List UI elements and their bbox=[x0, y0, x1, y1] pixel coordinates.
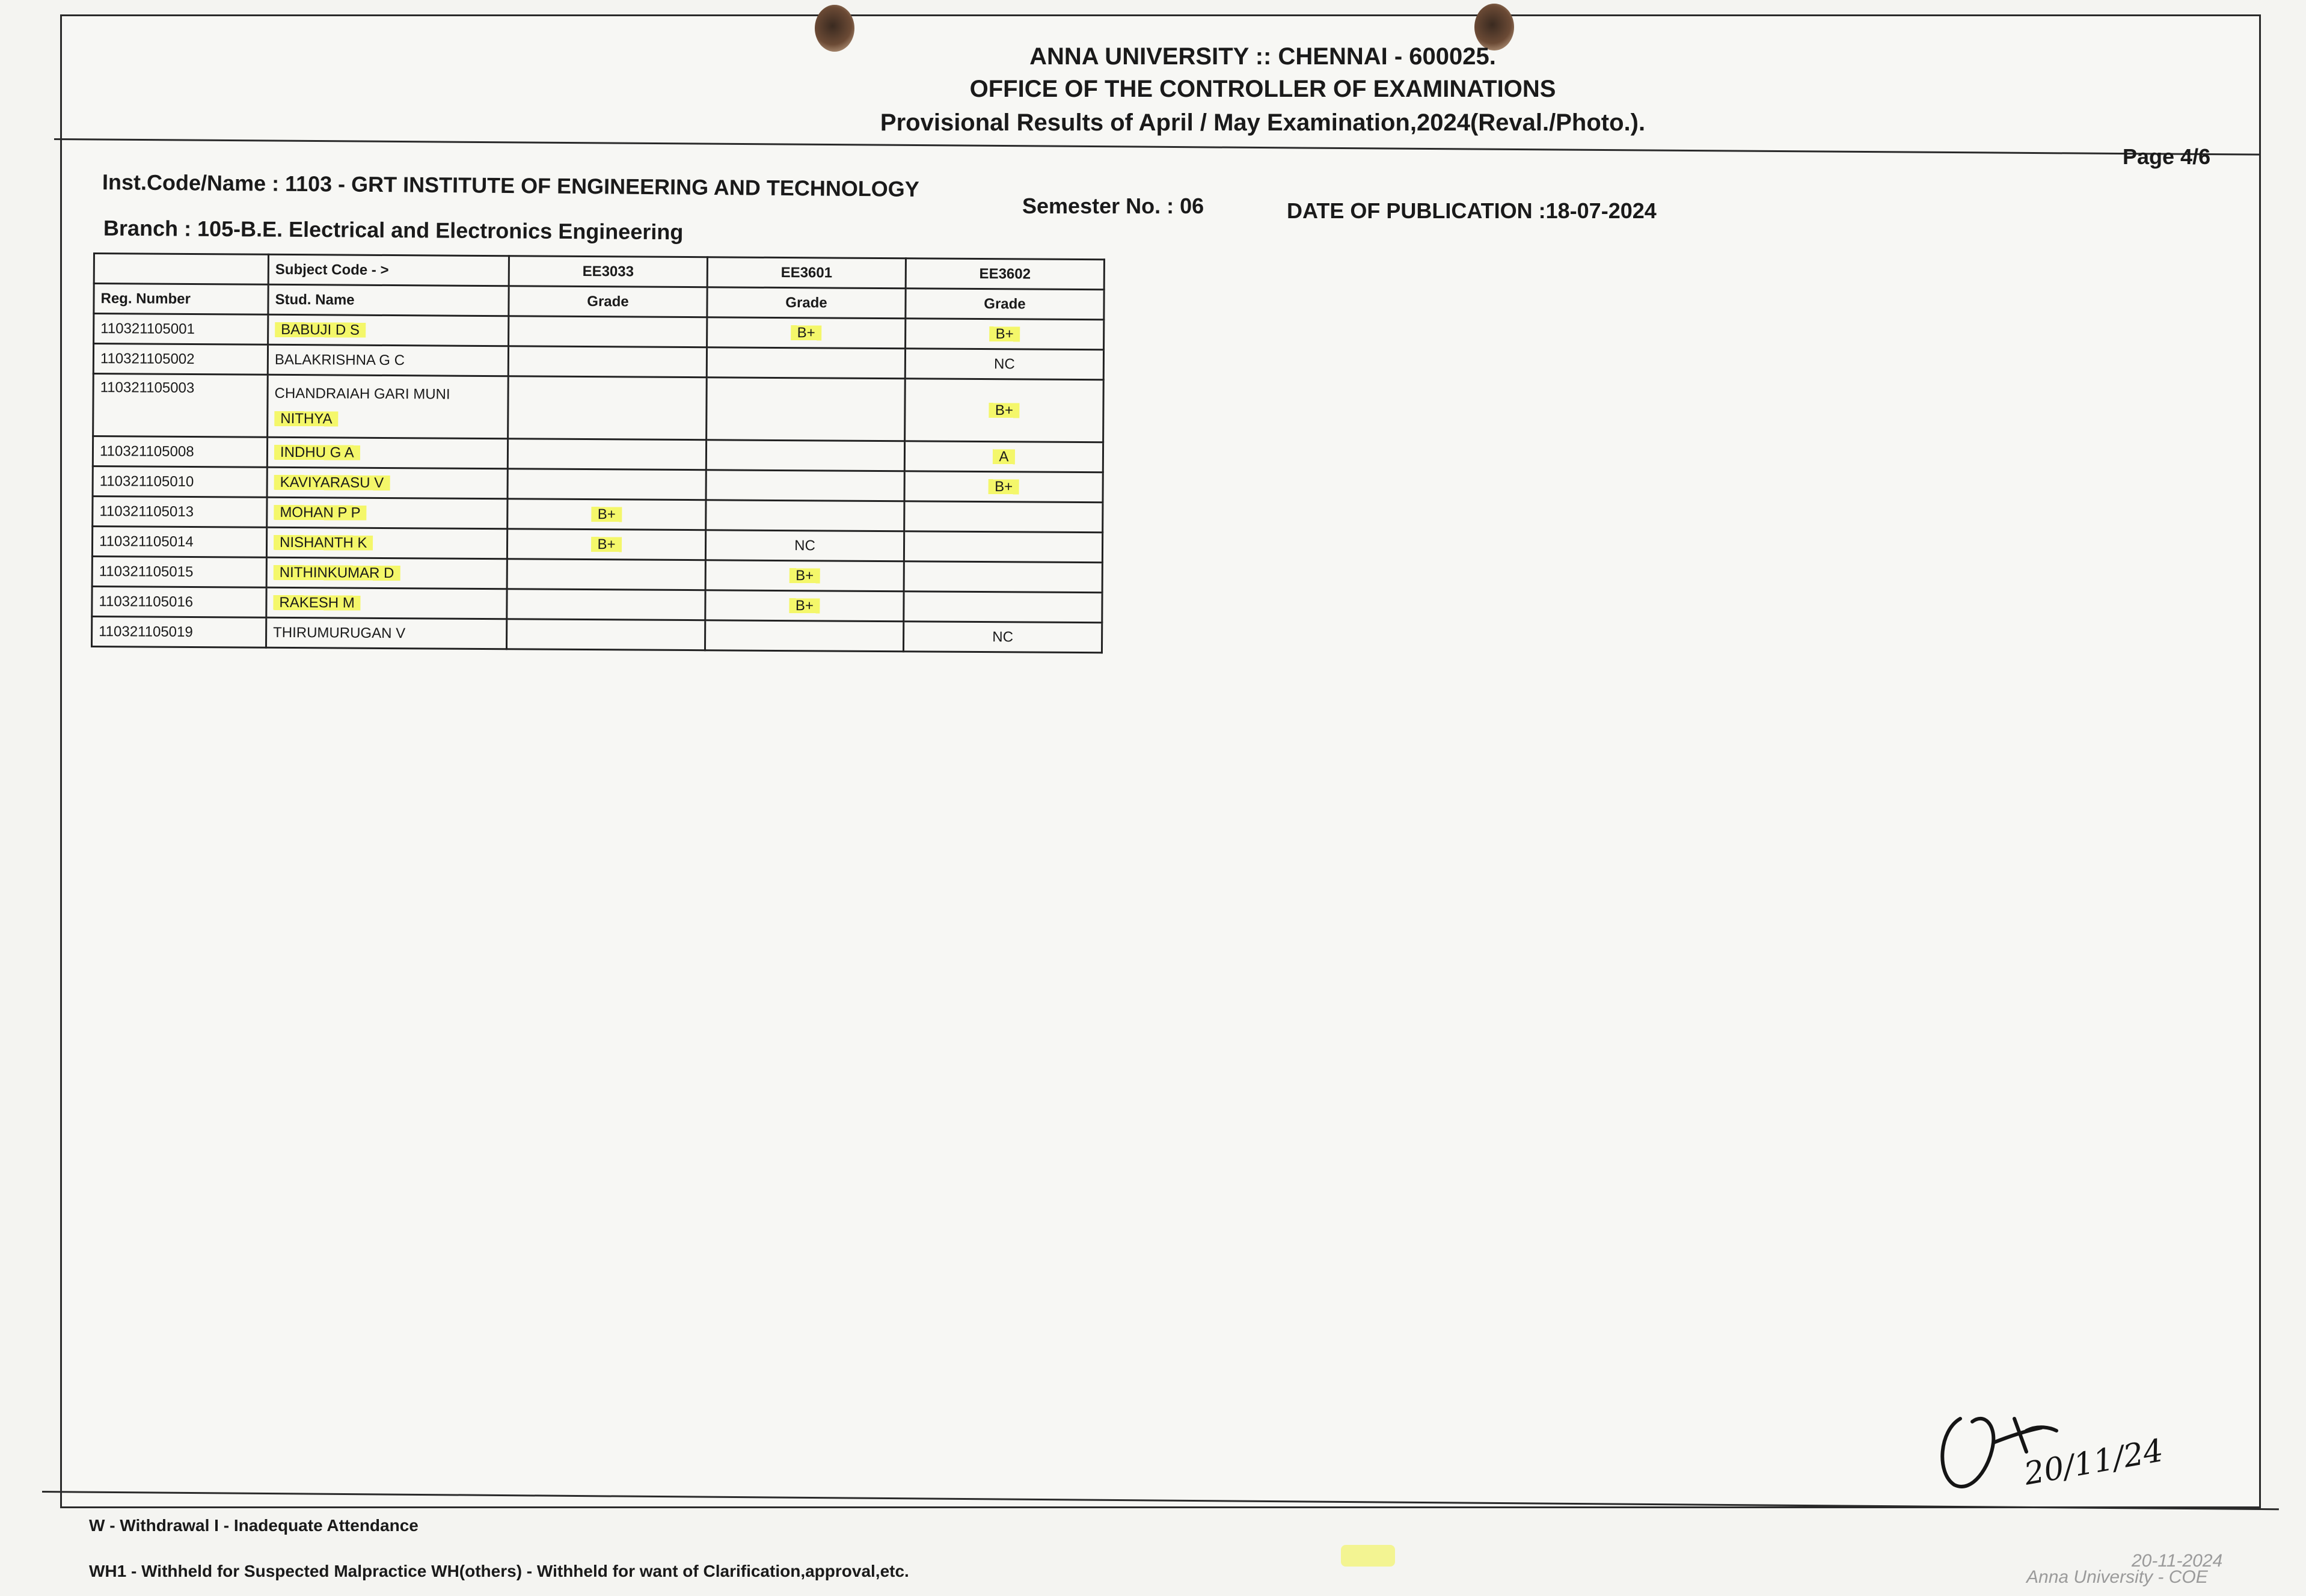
student-name bbox=[266, 557, 507, 589]
student-name bbox=[266, 527, 507, 558]
student-name: THIRUMURUGAN V bbox=[266, 617, 506, 649]
publication-date: DATE OF PUBLICATION :18-07-2024 bbox=[1287, 198, 1657, 223]
branch-name: Branch : 105-B.E. Electrical and Electronics Engineering bbox=[103, 215, 684, 245]
legend-line-1: W - Withdrawal I - Inadequate Attendance bbox=[89, 1516, 419, 1535]
grade-cell bbox=[904, 592, 1102, 623]
grade-cell bbox=[904, 441, 1103, 472]
student-name bbox=[267, 497, 508, 528]
student-name bbox=[268, 314, 509, 346]
grade-cell bbox=[705, 590, 904, 622]
student-name-line2: NITHYA bbox=[274, 409, 338, 428]
grade-cell bbox=[904, 501, 1103, 533]
subject-code-label: Subject Code - > bbox=[268, 254, 509, 286]
reg-number: 110321105001 bbox=[94, 314, 268, 345]
grade-cell bbox=[507, 559, 705, 590]
subject-code: EE3601 bbox=[707, 257, 906, 289]
grade-cell bbox=[508, 346, 707, 378]
grade-text: B+ bbox=[790, 566, 820, 585]
reg-number: 110321105003 bbox=[93, 374, 268, 438]
grade-text: B+ bbox=[989, 477, 1019, 496]
grade-cell bbox=[706, 500, 904, 531]
grade-cell bbox=[904, 531, 1102, 563]
student-name-line1: CHANDRAIAH GARI MUNI bbox=[274, 385, 450, 403]
grade-cell bbox=[508, 469, 706, 500]
grade-cell bbox=[706, 440, 904, 471]
grade-cell: NC bbox=[903, 622, 1102, 653]
student-name-text: NITHINKUMAR D bbox=[274, 563, 400, 582]
grade-cell bbox=[508, 439, 706, 470]
grade-cell bbox=[705, 620, 903, 652]
grade-header: Grade bbox=[509, 286, 707, 317]
results-title: Provisional Results of April / May Examination,2024(Reval./Photo.). bbox=[880, 109, 1646, 136]
grade-cell bbox=[507, 529, 705, 560]
grade-cell bbox=[508, 376, 707, 440]
reg-number: 110321105019 bbox=[91, 616, 266, 647]
grade-cell bbox=[506, 619, 705, 650]
grade-cell bbox=[705, 560, 904, 592]
reg-number: 110321105015 bbox=[92, 556, 266, 587]
student-name bbox=[267, 437, 508, 468]
grade-text: A bbox=[993, 447, 1014, 466]
highlighter-smudge bbox=[1341, 1545, 1395, 1567]
semester-number: Semester No. : 06 bbox=[1022, 194, 1204, 218]
student-name-text: NISHANTH K bbox=[274, 533, 373, 552]
legend-line-2: WH1 - Withheld for Suspected Malpractice WH(others) - Withheld for want of Clarification,approval,etc. bbox=[89, 1562, 909, 1580]
grade-cell: NC bbox=[705, 530, 904, 561]
stamp-date: 20-11-2024 bbox=[2132, 1551, 2223, 1571]
grade-cell bbox=[507, 589, 705, 620]
student-name bbox=[268, 375, 509, 438]
grade-cell bbox=[906, 319, 1104, 350]
reg-number: 110321105010 bbox=[93, 466, 267, 498]
grade-text: B+ bbox=[790, 596, 820, 615]
student-name bbox=[267, 467, 508, 498]
page-number: Page 4/6 bbox=[2123, 144, 2211, 169]
office-title: OFFICE OF THE CONTROLLER OF EXAMINATIONS bbox=[969, 76, 1556, 102]
grade-header: Grade bbox=[707, 287, 906, 319]
reg-number: 110321105013 bbox=[93, 497, 267, 528]
grade-text: B+ bbox=[592, 505, 622, 524]
grade-cell bbox=[707, 347, 905, 379]
grade-cell bbox=[706, 470, 904, 501]
handwritten-signature bbox=[1936, 1395, 2165, 1518]
university-title: ANNA UNIVERSITY :: CHENNAI - 600025. bbox=[1029, 43, 1496, 70]
grade-text: B+ bbox=[791, 323, 821, 342]
student-name: BALAKRISHNA G C bbox=[268, 344, 508, 376]
student-name-text: RAKESH M bbox=[273, 593, 361, 612]
reg-number: 110321105008 bbox=[93, 436, 267, 468]
signature-date: 20/11/24 bbox=[2021, 1432, 2165, 1493]
grade-cell: NC bbox=[905, 349, 1103, 380]
table-row bbox=[91, 616, 1102, 652]
reg-number-header: Reg. Number bbox=[94, 284, 268, 315]
grade-cell bbox=[509, 316, 707, 347]
header-empty-cell bbox=[94, 254, 268, 285]
reg-number: 110321105014 bbox=[92, 527, 266, 558]
student-name-text: INDHU G A bbox=[274, 442, 360, 462]
grade-cell bbox=[905, 379, 1104, 442]
grade-text: B+ bbox=[591, 535, 621, 554]
grade-cell bbox=[904, 561, 1102, 593]
grade-header: Grade bbox=[906, 289, 1104, 320]
reg-number: 110321105016 bbox=[92, 586, 266, 617]
grade-text: B+ bbox=[989, 401, 1019, 420]
student-name-header: Stud. Name bbox=[268, 284, 509, 316]
student-name bbox=[266, 587, 507, 619]
reg-number: 110321105002 bbox=[93, 344, 268, 375]
student-name-text: MOHAN P P bbox=[274, 503, 366, 522]
table-row bbox=[93, 374, 1104, 442]
grade-cell bbox=[707, 317, 906, 349]
student-name-text: KAVIYARASU V bbox=[274, 472, 390, 492]
institution-name: Inst.Code/Name : 1103 - GRT INSTITUTE OF ENGINEERING AND TECHNOLOGY bbox=[102, 170, 919, 201]
stamp-office: Anna University - COE bbox=[2026, 1567, 2208, 1587]
subject-code: EE3602 bbox=[906, 258, 1104, 290]
results-table bbox=[91, 252, 1105, 653]
grade-cell bbox=[707, 378, 906, 441]
grade-text: B+ bbox=[990, 325, 1020, 343]
student-name-text: BABUJI D S bbox=[275, 320, 366, 339]
subject-code: EE3033 bbox=[509, 256, 707, 287]
grade-cell bbox=[904, 471, 1103, 503]
grade-cell bbox=[508, 499, 706, 530]
